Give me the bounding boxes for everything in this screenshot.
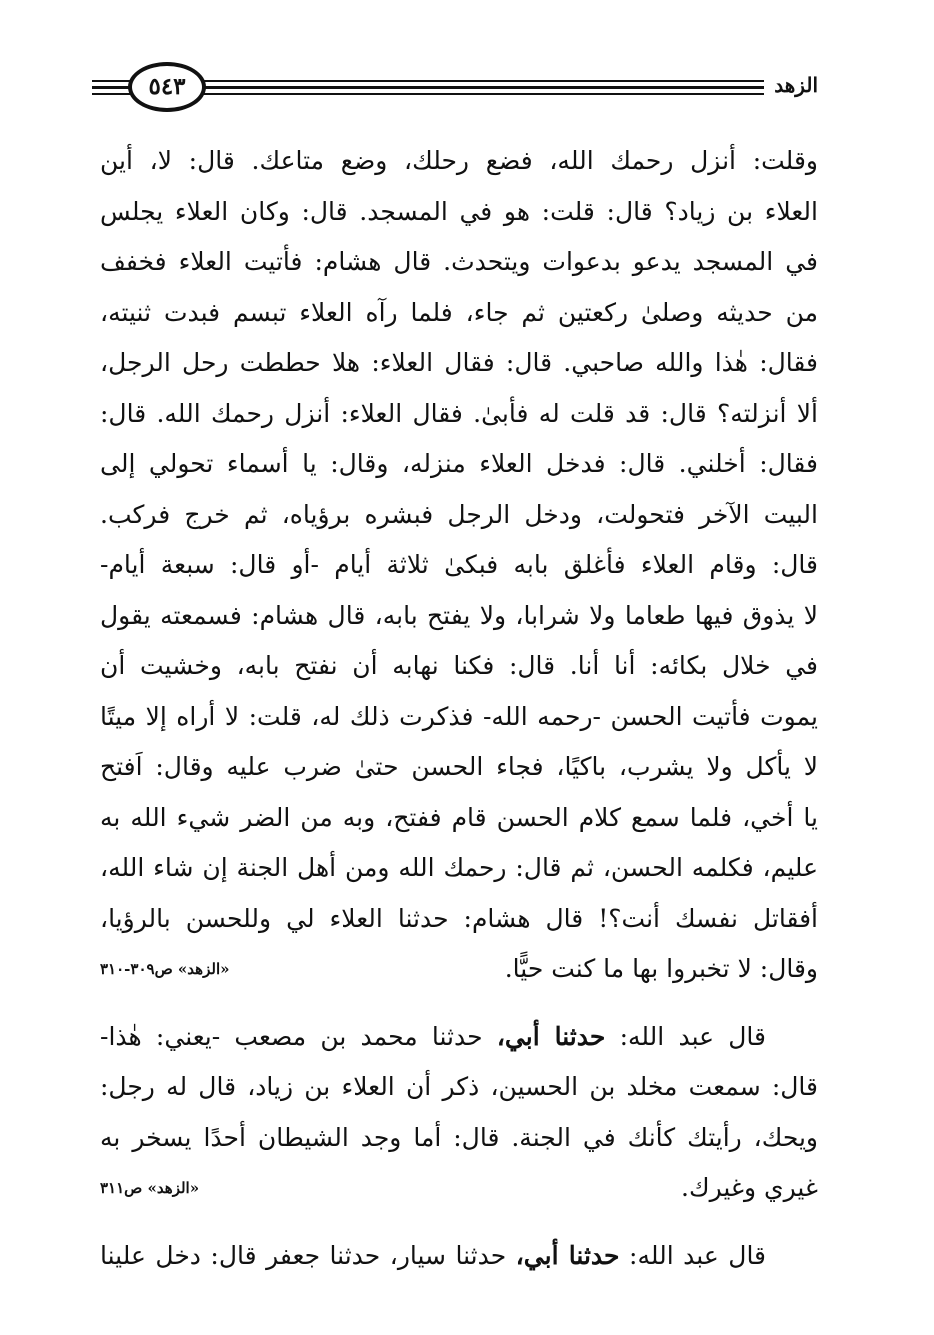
source-reference: «الزهد» ص٣١١ (100, 1179, 200, 1197)
page-header (92, 62, 822, 118)
text-line: قال: وقام العلاء فأغلق بابه فبكىٰ ثلاثة أيام -أو قال: سبعة أيام- (100, 550, 818, 579)
paragraph-2 (100, 1012, 818, 1214)
paragraph-gap (100, 995, 818, 1012)
isnad-bold-phrase: حدثنا أبي، (515, 1240, 620, 1270)
paragraph-1 (100, 136, 818, 995)
text-line: من حديثه وصلىٰ ركعتين ثم جاء، فلما رآه العلاء تبسم فبدت ثنيته، (100, 297, 818, 327)
text-line: يا أخي، فلما سمع كلام الحسن قام ففتح، وبه من الضر شيء الله به (100, 802, 818, 832)
isnad-intro: قال عبد الله: (629, 1240, 767, 1270)
source-reference: «الزهد» ص٣٠٩-٣١٠ (100, 960, 230, 978)
isnad-intro: قال عبد الله: (619, 1021, 767, 1051)
text-line-content: وقال: لا تخبروا بها ما كنت حيًّا. (504, 954, 818, 983)
text-line-last (100, 1163, 818, 1214)
text-line: فقال: هٰذا والله صاحبي. قال: فقال العلاء: هلا حططت رحل الرجل، (100, 348, 818, 377)
text-line-last (100, 944, 818, 995)
text-line-first (100, 1231, 818, 1282)
isnad-rest: حدثنا سيار، حدثنا جعفر قال: دخل علينا (100, 1240, 507, 1270)
text-line: يموت فأتيت الحسن -رحمه الله- فذكرت ذلك له، قلت: لا أراه إلا ميتًا (100, 701, 818, 731)
text-line: البيت الآخر فتحولت، ودخل الرجل فبشره برؤياه، ثم خرج فركب. (100, 499, 818, 529)
chapter-title: الزهد (764, 71, 822, 99)
text-line: وقلت: أنزل رحمك الله، فضع رحلك، وضع متاعك. قال: لا، أين (100, 146, 818, 175)
text-line: في المسجد يدعو بدعوات ويتحدث. قال هشام: فأتيت العلاء فخفف (100, 247, 818, 276)
text-line: فقال: أخلني. قال: فدخل العلاء منزله، وقال: يا أسماء تحولي إلى (100, 449, 818, 478)
text-line-first (100, 1012, 818, 1063)
paragraph-3 (100, 1231, 818, 1282)
text-line: قال: سمعت مخلد بن الحسين، ذكر أن العلاء بن زياد، قال له رجل: (100, 1072, 818, 1101)
text-line: ألا أنزلته؟ قال: قد قلت له فأبىٰ. فقال العلاء: أنزل رحمك الله. قال: (100, 398, 818, 428)
text-line: أفقاتل نفسك أنت؟! قال هشام: حدثنا العلاء لي وللحسن بالرؤيا، (100, 903, 818, 933)
text-line: ويحك، رأيتك كأنك في الجنة. قال: أما وجد الشيطان أحدًا يسخر به (100, 1122, 818, 1152)
paragraph-gap (100, 1214, 818, 1231)
text-line: لا يذوق فيها طعاما ولا شرابا، ولا يفتح بابه، قال هشام: فسمعته يقول (100, 600, 818, 630)
page-number-badge: ٥٤٣ (128, 62, 206, 112)
isnad-bold-phrase: حدثنا أبي، (496, 1021, 606, 1051)
text-line: لا يأكل ولا يشرب، باكيًا، فجاء الحسن حتىٰ ضرب عليه وقال: اَفتح (100, 752, 818, 781)
isnad-rest: حدثنا محمد بن مصعب -يعني: هٰذا- (100, 1021, 483, 1051)
text-line: العلاء بن زياد؟ قال: قلت: هو في المسجد. قال: وكان العلاء يجلس (100, 196, 818, 226)
text-line-content: غيري وغيرك. (681, 1173, 818, 1202)
text-line: عليم، فكلمه الحسن، ثم قال: رحمك الله ومن أهل الجنة إن شاء الله، (100, 853, 818, 882)
page-body (100, 136, 818, 1281)
text-line: في خلال بكائه: أنا أنا. قال: فكنا نهابه أن نفتح بابه، وخشيت أن (100, 651, 818, 680)
